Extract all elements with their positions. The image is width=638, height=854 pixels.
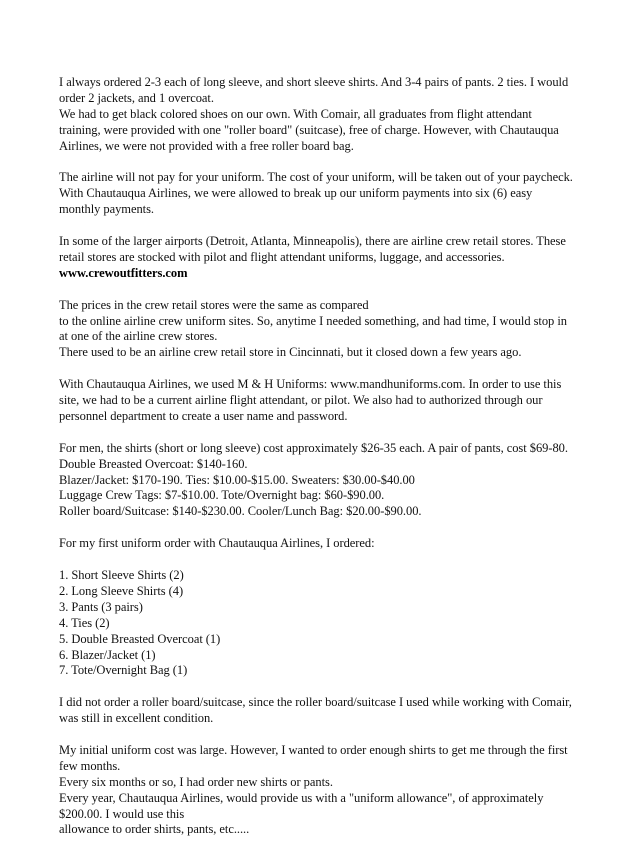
paragraph-mh-uniforms [59, 377, 584, 425]
text-line: I always ordered 2-3 each of long sleeve, and short sleeve shirts. And 3-4 pairs of pants. 2 ties. I would [59, 75, 569, 89]
text-line: For my first uniform order with Chautauqua Airlines, I ordered: [59, 536, 375, 551]
text-line: order 2 jackets, and 1 overcoat. [59, 90, 214, 105]
paragraph-first-order-intro [59, 536, 584, 552]
text-line: training, were provided with one "roller board" (suitcase), free of charge. However, with Chautauqua [59, 122, 559, 137]
link-line [59, 266, 584, 282]
text-line: allowance to order shirts, pants, etc..... [59, 822, 250, 837]
text-line: In some of the larger airports (Detroit, Atlanta, Minneapolis), there are airline crew retail stores. These [59, 234, 566, 249]
text-line: personnel department to create a user name and password. [59, 408, 348, 423]
text-line: With Chautauqua Airlines, we used M & H Uniforms: www.mandhuniforms.com. In order to use this [59, 377, 562, 392]
paragraph-uniform-payment [59, 170, 584, 218]
text-line: retail stores are stocked with pilot and flight attendant uniforms, luggage, and accessories. [59, 249, 505, 264]
paragraph-uniform-ordering [59, 75, 584, 155]
list-item: 7. Tote/Overnight Bag (1) [59, 663, 188, 678]
text-line: Blazer/Jacket: $170-190. Ties: $10.00-$15.00. Sweaters: $30.00-$40.00 [59, 472, 415, 487]
paragraph-uniform-allowance [59, 743, 584, 838]
list-item: 3. Pants (3 pairs) [59, 599, 143, 614]
text-line: monthly payments. [59, 202, 154, 217]
text-line: at one of the airline crew stores. [59, 329, 218, 344]
text-line: The airline will not pay for your uniform. The cost of your uniform, will be taken out of your paycheck. [59, 170, 573, 185]
paragraph-crew-retail-stores [59, 234, 584, 282]
text-line: $200.00. I would use this [59, 806, 185, 821]
text-line: Roller board/Suitcase: $140-$230.00. Cooler/Lunch Bag: $20.00-$90.00. [59, 504, 422, 519]
list-item: 2. Long Sleeve Shirts (4) [59, 583, 184, 598]
order-list [59, 568, 584, 679]
text-line: Every year, Chautauqua Airlines, would provide us with a "uniform allowance", of approximately [59, 790, 544, 805]
text-line: I did not order a roller board/suitcase, since the roller board/suitcase I used while working with Comair, [59, 695, 572, 710]
text-line: Double Breasted Overcoat: $140-160. [59, 456, 248, 471]
paragraph-price-list [59, 441, 584, 521]
text-line: For men, the shirts (short or long sleeve) cost approximately $26-35 each. A pair of pants, cost $69-80. [59, 440, 568, 455]
text-line: site, we had to be a current airline flight attendant, or pilot. We also had to authorized through our [59, 393, 543, 408]
text-line: few months. [59, 758, 121, 773]
text-line: Airlines, we were not provided with a free roller board bag. [59, 138, 354, 153]
paragraph-retail-prices [59, 298, 584, 362]
text-line: Every six months or so, I had order new shirts or pants. [59, 774, 333, 789]
text-line: With Chautauqua Airlines, we were allowed to break up our uniform payments into six (6) easy [59, 186, 533, 201]
list-item: 5. Double Breasted Overcoat (1) [59, 631, 221, 646]
list-item: 6. Blazer/Jacket (1) [59, 647, 156, 662]
list-item: 4. Ties (2) [59, 615, 110, 630]
crewoutfitters-link[interactable]: www.crewoutfitters.com [59, 265, 188, 280]
text-line: was still in excellent condition. [59, 711, 214, 726]
text-line: The prices in the crew retail stores were the same as compared [59, 297, 369, 312]
text-line: Luggage Crew Tags: $7-$10.00. Tote/Overnight bag: $60-$90.00. [59, 488, 385, 503]
text-line: There used to be an airline crew retail store in Cincinnati, but it closed down a few years ago. [59, 345, 522, 360]
text-line: to the online airline crew uniform sites. So, anytime I needed something, and had time, I would stop in [59, 313, 567, 328]
text-line: My initial uniform cost was large. However, I wanted to order enough shirts to get me through the first [59, 742, 568, 757]
text-line: We had to get black colored shoes on our own. With Comair, all graduates from flight attendant [59, 106, 532, 121]
document-body [59, 75, 584, 854]
list-item: 1. Short Sleeve Shirts (2) [59, 567, 184, 582]
paragraph-roller-board [59, 695, 584, 727]
